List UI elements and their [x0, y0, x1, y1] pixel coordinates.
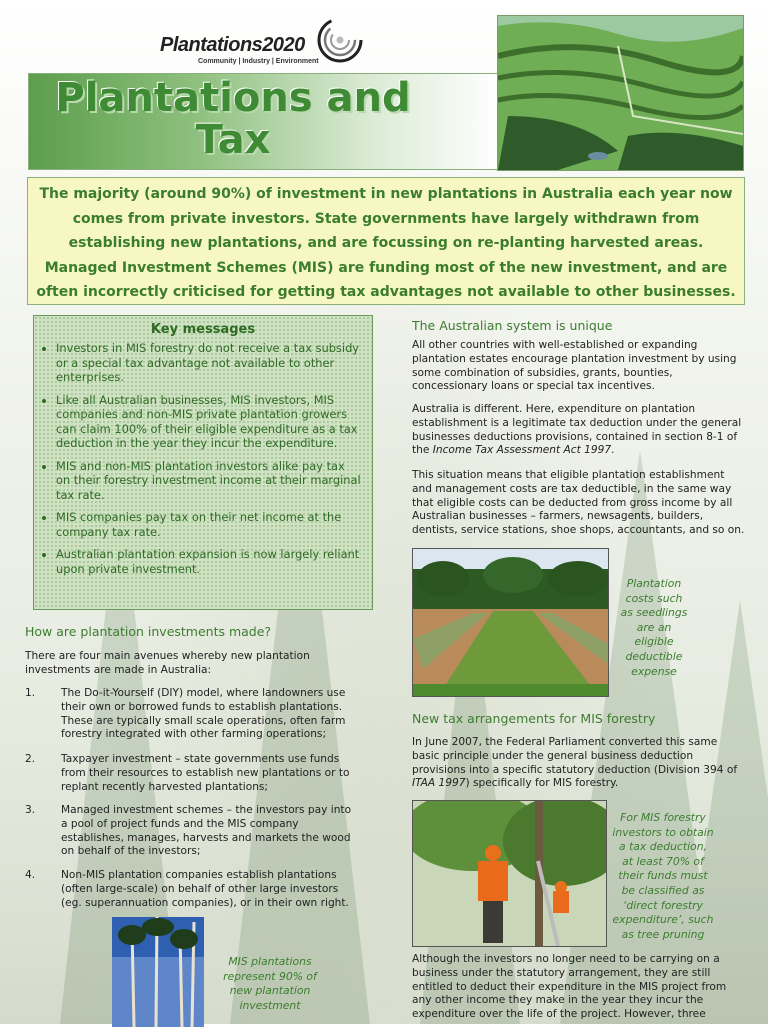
text-span: . — [611, 444, 615, 457]
key-messages-title: Key messages — [150, 322, 256, 337]
tall-trees-photo — [112, 917, 204, 1027]
tree-pruning-photo — [412, 800, 607, 947]
seedlings-caption: Plantation costs such as seedlings are an eligible deductible expense — [620, 577, 688, 678]
list-text: Managed investment schemes – the investors pay into a pool of project funds and the MIS company establishes, manages, harvests and markets the wood on behalf of the investors; — [61, 804, 352, 858]
list-text: Non-MIS plantation companies establish plantations (often large-scale) on behalf of other large investors (eg. superannuation companies), or in their own right. — [61, 869, 349, 909]
newtax-paragraph-1 — [412, 736, 746, 791]
list-item: • Australian plantation expansion is now largely reliant upon private investment. — [56, 547, 362, 576]
text-span: In June 2007, the Federal Parliament converted this same basic principle under the general business deduction provisions into a specific statutory deduction (Division 394 of — [412, 736, 738, 776]
unique-paragraph-3: This situation means that eligible plantation establishment and management costs are tax deductible, in the same way that eligible costs can be deducted from gross income by all Australian businesses – farmers, newsagents, builders, dentists, service stations, shoe shops, accountants, and so on. — [412, 469, 745, 537]
list-text: The Do-it-Yourself (DIY) model, where landowners use their own or borrowed funds to establish plantations. These are typically small scale operations, often farm forestry integrated with other farming operations; — [61, 687, 346, 741]
how-intro: There are four main avenues whereby new plantation investments are made in Australia: — [25, 650, 310, 676]
key-messages-list — [34, 341, 372, 576]
spiral-logo-icon — [315, 14, 365, 64]
list-number: 1. — [25, 687, 36, 699]
unique-paragraph-2 — [412, 403, 746, 458]
aerial-plantation-photo — [497, 15, 744, 171]
newtax-paragraph-2: Although the investors no longer need to be carrying on a business under the statutory arrangement, they are still entitled to deduct their expenditure in the MIS project from any other income they make in the year they incur the expenditure over the life of the project. However, three — [412, 953, 727, 1021]
act-name: ITAA 1997 — [412, 777, 466, 790]
unique-heading: The Australian system is unique — [412, 318, 613, 333]
list-number: 2. — [25, 753, 36, 765]
list-item: • MIS companies pay tax on their net income at the company tax rate. — [56, 510, 362, 539]
list-text: Taxpayer investment – state governments use funds from their resources to establish new plantations or to replant recently harvested plantations; — [61, 753, 350, 793]
list-item: • Like all Australian businesses, MIS investors, MIS companies and non-MIS private plantation growers can claim 100% of their eligible expenditure as a tax deduction in the year they incur the expenditure. — [56, 393, 362, 451]
list-item: • MIS and non-MIS plantation investors alike pay tax on their forestry investment income at their marginal tax rate. — [56, 459, 362, 503]
list-number: 3. — [25, 804, 36, 816]
unique-paragraph-1: All other countries with well-established or expanding plantation estates encourage plantation investment by using some combination of subsidies, grants, bounties, concessionary loans or special tax incentives. — [412, 339, 737, 393]
investment-avenues-list — [25, 687, 355, 917]
how-heading: How are plantation investments made? — [25, 624, 272, 639]
mis-plantations-caption: MIS plantations represent 90% of new plantation investment — [223, 955, 317, 1012]
text-span: ) specifically for MIS forestry. — [465, 777, 619, 790]
seedlings-nursery-photo — [412, 548, 609, 697]
list-number: 4. — [25, 869, 36, 881]
logo-tagline: Community | Industry | Environment — [198, 58, 319, 65]
page-title: Plantations and Tax — [55, 75, 411, 163]
list-item: • Investors in MIS forestry do not receive a tax subsidy or a special tax advantage not available to other enterprises. — [56, 341, 362, 385]
logo — [160, 14, 365, 66]
logo-name: Plantations2020 — [160, 34, 305, 56]
intro-summary: The majority (around 90%) of investment in new plantations in Australia each year now comes from private investors. State governments have largely withdrawn from establishing new plantations, and are focussing on re-planting harvested areas. Managed Investment Schemes (MIS) are funding most of the new investment, and are often incorrectly criticised for getting tax advantages not available to other businesses. — [27, 177, 745, 305]
pruning-caption: For MIS forestry investors to obtain a tax deduction, at least 70% of their funds must be classified as ‘direct forestry expenditure’, such as tree pruning — [612, 811, 714, 941]
newtax-heading: New tax arrangements for MIS forestry — [412, 711, 656, 726]
act-name: Income Tax Assessment Act 1997 — [432, 444, 612, 457]
key-messages-box — [33, 315, 373, 610]
text-span: Australia is different. Here, expenditure on plantation establishment is a legitimate tax deduction under the general businesses deductions provisions, contained in section 8-1 of the — [412, 403, 742, 457]
